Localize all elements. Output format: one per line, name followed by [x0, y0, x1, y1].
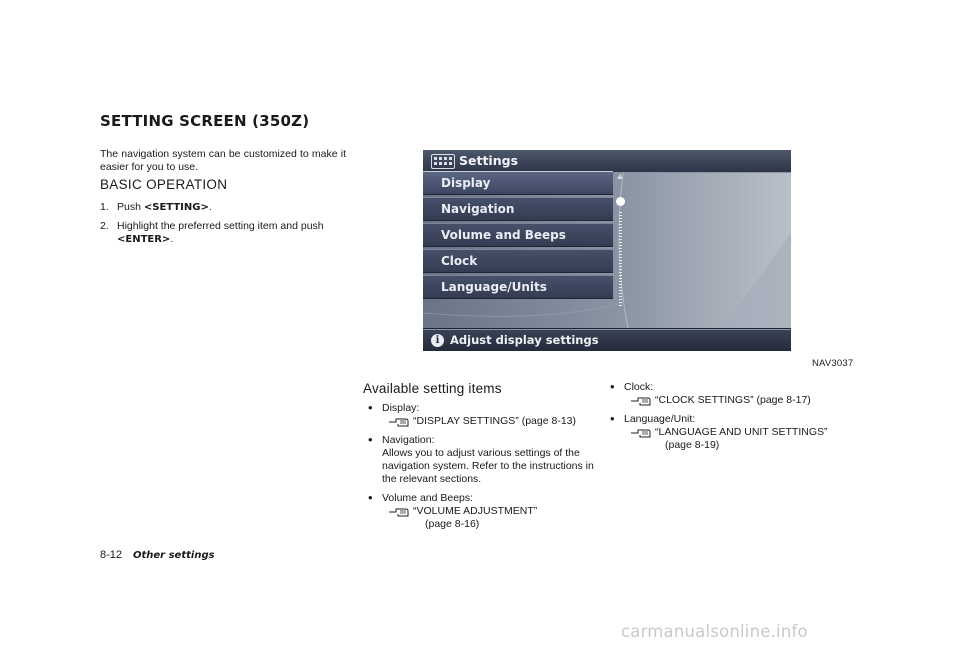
info-icon: i	[431, 334, 444, 347]
pointing-hand-icon	[388, 416, 410, 428]
reference-text: “VOLUME ADJUSTMENT”	[413, 505, 538, 517]
menu-item-navigation[interactable]: Navigation	[423, 197, 613, 221]
menu-item-clock[interactable]: Clock	[423, 249, 613, 273]
settings-screen-figure	[423, 150, 791, 351]
intro-paragraph: The navigation system can be customized to make it easier for you to use.	[100, 148, 346, 173]
step-text: Push	[117, 201, 144, 213]
list-item-navigation	[366, 434, 606, 486]
available-items-column-2	[608, 381, 858, 458]
menu-item-display[interactable]: Display	[423, 171, 613, 195]
settings-grid-icon	[431, 154, 455, 169]
list-item-clock	[608, 381, 858, 407]
reference-text: “DISPLAY SETTINGS” (page 8-13)	[413, 415, 577, 427]
item-label: Language/Unit:	[624, 413, 696, 425]
watermark-text: carmanualsonline.info	[621, 622, 808, 641]
pointing-hand-icon	[630, 395, 652, 407]
figure-code: NAV3037	[812, 358, 854, 369]
step-punct: .	[170, 233, 174, 245]
pointing-hand-icon	[630, 427, 652, 439]
item-label: Display:	[382, 402, 420, 414]
page-number: 8-12	[100, 549, 123, 561]
list-item-display	[366, 402, 606, 428]
step-1	[100, 201, 346, 214]
item-label: Clock:	[624, 381, 654, 393]
reference-page: (page 8-19)	[665, 439, 720, 451]
screen-title-bar	[423, 150, 791, 173]
basic-operation-heading: BASIC OPERATION	[100, 177, 228, 192]
bullet: •	[368, 400, 373, 415]
bullet: •	[610, 411, 615, 426]
step-2	[100, 220, 346, 246]
screen-info-bar	[423, 329, 791, 351]
section-title: SETTING SCREEN (350Z)	[100, 112, 310, 130]
steps-list	[100, 201, 346, 252]
scroll-track[interactable]	[619, 212, 622, 308]
item-label: Volume and Beeps:	[382, 492, 474, 504]
step-number: 1.	[100, 201, 109, 213]
reference-text: “CLOCK SETTINGS” (page 8-17)	[655, 394, 811, 406]
available-items-column-1	[366, 402, 606, 537]
bullet: •	[610, 379, 615, 394]
step-text: Highlight the preferred setting item and push	[117, 220, 324, 232]
cross-reference	[382, 415, 606, 428]
chapter-label: Other settings	[133, 550, 215, 561]
scroll-up-arrow-icon[interactable]	[617, 174, 623, 179]
bullet: •	[368, 490, 373, 505]
menu-item-volume-and-beeps[interactable]: Volume and Beeps	[423, 223, 613, 247]
menu-item-language-units[interactable]: Language/Units	[423, 275, 613, 299]
item-label: Navigation:	[382, 434, 435, 446]
cross-reference	[382, 505, 606, 531]
screen-title: Settings	[459, 153, 519, 168]
step-punct: .	[208, 201, 212, 213]
menu-scrollbar[interactable]	[616, 180, 626, 310]
info-text: Adjust display settings	[450, 333, 599, 347]
settings-menu	[423, 171, 613, 301]
key-label: <ENTER>	[117, 234, 171, 245]
cross-reference	[624, 394, 858, 407]
bullet: •	[368, 432, 373, 447]
list-item-volume-and-beeps	[366, 492, 606, 531]
key-label: <SETTING>	[143, 202, 209, 213]
step-number: 2.	[100, 220, 109, 232]
available-items-heading: Available setting items	[363, 381, 502, 396]
item-description: Allows you to adjust various settings of the navigation system. Refer to the instructions in the relevant sections.	[382, 447, 594, 485]
scroll-knob[interactable]	[616, 197, 625, 206]
cross-reference	[624, 426, 858, 452]
list-item-language-unit	[608, 413, 858, 452]
reference-text: “LANGUAGE AND UNIT SETTINGS”	[655, 426, 828, 438]
reference-page: (page 8-16)	[425, 518, 480, 530]
pointing-hand-icon	[388, 506, 410, 518]
